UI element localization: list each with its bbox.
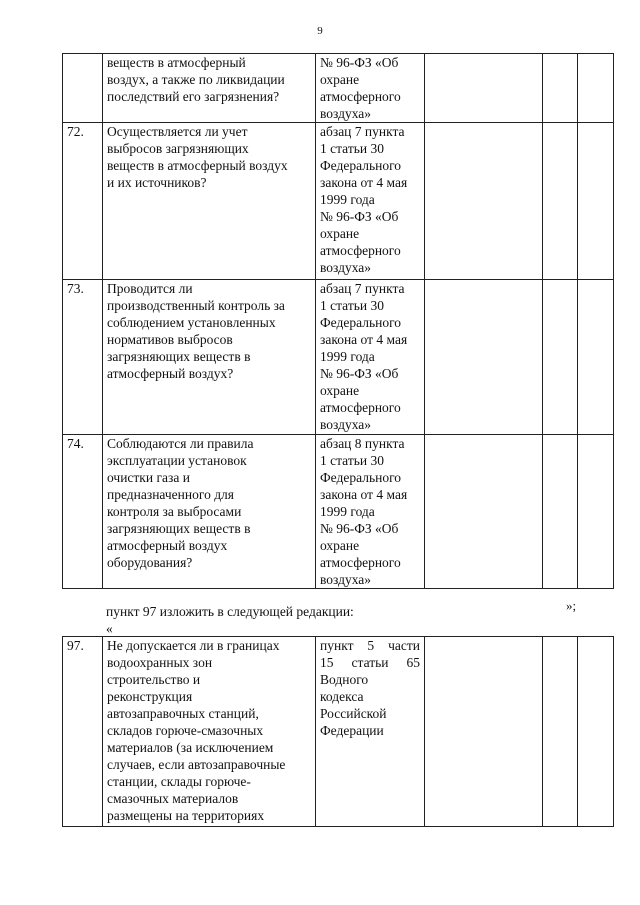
question-line: выбросов загрязняющих — [107, 141, 249, 156]
reference-line: воздуха» — [320, 260, 372, 275]
reference-line: № 96-ФЗ «Об — [320, 366, 399, 381]
reference-line: № 96-ФЗ «Об — [320, 55, 399, 70]
table-row — [63, 637, 614, 827]
reference-line: воздуха» — [320, 106, 372, 121]
reference-line: атмосферного — [320, 243, 401, 258]
row-number: 97. — [63, 637, 103, 827]
question-line: складов горюче-смазочных — [107, 723, 264, 738]
reference-line: абзац 8 пункта — [320, 436, 405, 451]
answer-cell-2 — [543, 280, 578, 435]
answer-cell — [425, 435, 543, 589]
legal-reference — [316, 123, 425, 280]
reference-line: 15 статьи 65 — [320, 655, 420, 670]
legal-reference — [316, 637, 425, 827]
reference-line: охране — [320, 383, 360, 398]
reference-line: охране — [320, 72, 360, 87]
row-number: 72. — [63, 123, 103, 280]
reference-line: абзац 7 пункта — [320, 124, 405, 139]
answer-cell-3 — [578, 435, 614, 589]
question-line: и их источников? — [107, 175, 207, 190]
question-line: строительство и — [107, 672, 201, 687]
closing-quote: »; — [566, 598, 577, 613]
table-row — [63, 280, 614, 435]
reference-line: атмосферного — [320, 400, 401, 415]
reference-line: воздуха» — [320, 417, 372, 432]
opening-quote: « — [106, 621, 113, 636]
question-line: Проводится ли — [107, 281, 193, 296]
legal-reference — [316, 280, 425, 435]
question-line: реконструкция — [107, 689, 193, 704]
question-line: станции, склады горюче- — [107, 774, 251, 789]
question-line: Соблюдаются ли правила — [107, 436, 254, 451]
amendment-paragraph: пункт 97 изложить в следующей редакции: — [106, 604, 354, 619]
reference-line: атмосферного — [320, 89, 401, 104]
question-line: загрязняющих веществ в — [107, 349, 251, 364]
answer-cell-3 — [578, 123, 614, 280]
question-line: очистки газа и — [107, 470, 190, 485]
answer-cell — [425, 54, 543, 123]
reference-line: 1 статьи 30 — [320, 141, 384, 156]
reference-line: закона от 4 мая — [320, 332, 408, 347]
reference-line: 1999 года — [320, 504, 375, 519]
question-line: случаев, если автозаправочные — [107, 757, 286, 772]
reference-line: Федерального — [320, 315, 402, 330]
table-row — [63, 54, 614, 123]
question-line: веществ в атмосферный — [107, 55, 246, 70]
question-line: Осуществляется ли учет — [107, 124, 248, 139]
reference-line: № 96-ФЗ «Об — [320, 209, 399, 224]
requirement-question — [103, 54, 316, 123]
reference-line: № 96-ФЗ «Об — [320, 521, 399, 536]
question-line: предназначенного для — [107, 487, 235, 502]
requirement-question — [103, 435, 316, 589]
question-line: Не допускается ли в границах — [107, 638, 280, 653]
reference-line: закона от 4 мая — [320, 487, 408, 502]
requirement-question — [103, 123, 316, 280]
legal-reference — [316, 435, 425, 589]
reference-line: охране — [320, 226, 360, 241]
question-line: загрязняющих веществ в — [107, 521, 251, 536]
answer-cell-3 — [578, 280, 614, 435]
answer-cell-2 — [543, 54, 578, 123]
question-line: контроля за выбросами — [107, 504, 242, 519]
question-line: веществ в атмосферный воздух — [107, 158, 288, 173]
answer-cell-2 — [543, 435, 578, 589]
reference-line: 1 статьи 30 — [320, 298, 384, 313]
question-line: атмосферный воздух — [107, 538, 228, 553]
answer-cell-2 — [543, 123, 578, 280]
question-line: атмосферный воздух? — [107, 366, 234, 381]
checklist-table-bottom — [62, 636, 614, 827]
answer-cell — [425, 280, 543, 435]
question-line: размещены на территориях — [107, 808, 265, 823]
question-line: нормативов выбросов — [107, 332, 233, 347]
reference-line: 1999 года — [320, 192, 375, 207]
table-row — [63, 123, 614, 280]
row-number: 73. — [63, 280, 103, 435]
answer-cell — [425, 637, 543, 827]
reference-line: атмосферного — [320, 555, 401, 570]
answer-cell — [425, 123, 543, 280]
legal-reference — [316, 54, 425, 123]
reference-line: Федерации — [320, 723, 384, 738]
answer-cell-3 — [578, 637, 614, 827]
answer-cell-3 — [578, 54, 614, 123]
question-line: оборудования? — [107, 555, 193, 570]
question-line: производственный контроль за — [107, 298, 285, 313]
question-line: материалов (за исключением — [107, 740, 274, 755]
reference-line: абзац 7 пункта — [320, 281, 405, 296]
question-line: смазочных материалов — [107, 791, 239, 806]
reference-line: закона от 4 мая — [320, 175, 408, 190]
reference-line: Федерального — [320, 158, 402, 173]
reference-line: охране — [320, 538, 360, 553]
reference-line: воздуха» — [320, 572, 372, 587]
table-row — [63, 435, 614, 589]
reference-line: 1 статьи 30 — [320, 453, 384, 468]
page-number: 9 — [317, 25, 323, 37]
row-number — [63, 54, 103, 123]
question-line: последствий его загрязнения? — [107, 89, 280, 104]
question-line: воздух, а также по ликвидации — [107, 72, 285, 87]
question-line: автозаправочных станций, — [107, 706, 259, 721]
reference-line: кодекса — [320, 689, 364, 704]
requirement-question — [103, 280, 316, 435]
reference-line: Водного — [320, 672, 369, 687]
question-line: водоохранных зон — [107, 655, 213, 670]
reference-line: 1999 года — [320, 349, 375, 364]
answer-cell-2 — [543, 637, 578, 827]
reference-line: Российской — [320, 706, 387, 721]
checklist-table-top — [62, 53, 614, 589]
reference-line: пункт 5 части — [320, 638, 420, 653]
reference-line: Федерального — [320, 470, 402, 485]
row-number: 74. — [63, 435, 103, 589]
requirement-question — [103, 637, 316, 827]
question-line: эксплуатации установок — [107, 453, 247, 468]
question-line: соблюдением установленных — [107, 315, 276, 330]
